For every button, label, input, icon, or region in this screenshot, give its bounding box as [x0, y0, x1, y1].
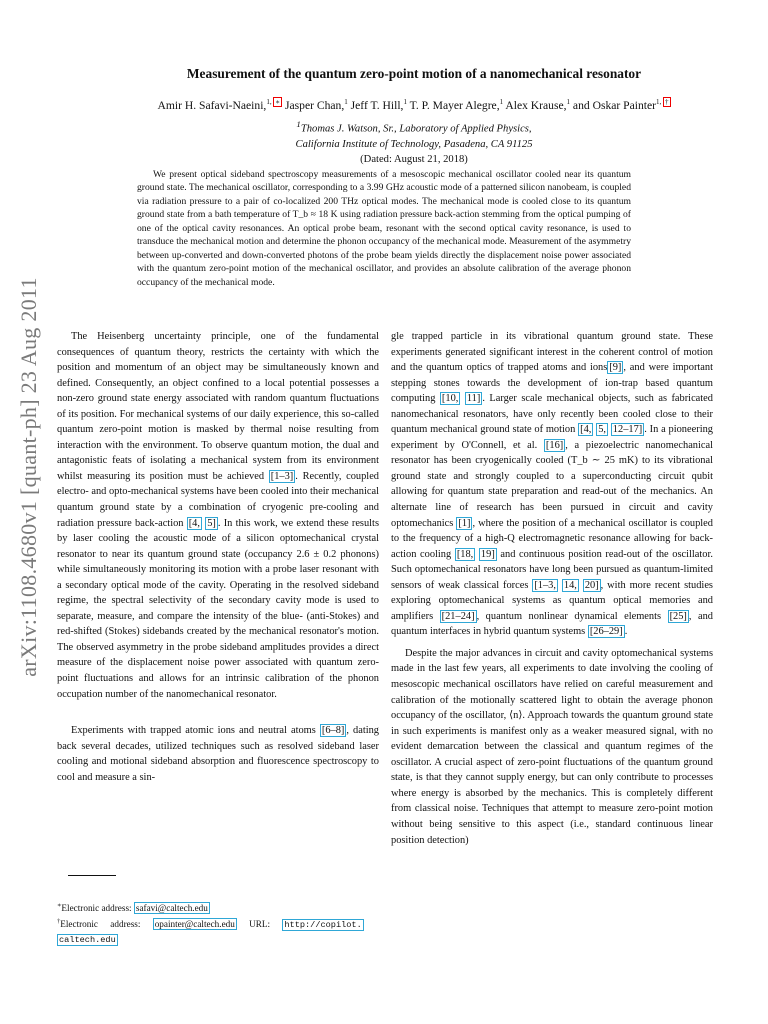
author-name: Amir H. Safavi-Naeini, — [157, 98, 267, 112]
affil-mark: 1 — [566, 98, 571, 106]
body-text: . — [624, 626, 628, 638]
citation-link[interactable]: 5] — [207, 517, 216, 529]
body-text: . In a pioneering experiment by O'Connell, et al. — [391, 424, 713, 451]
email-link[interactable]: safavi@caltech.edu — [135, 903, 208, 914]
body-text: , a piezoelectric nanomechanical resonator has been cryogenically cooled (T_b ∼ 25 mK) to its vibrational ground state and strongly coupled to a superconducting circuit qubit allowing for quantum state preparation and read-out of the mechanics. An alternate line of research has been pursued in circuit and cavity optomechanics — [391, 439, 714, 529]
body-text: . Recently, coupled electro- and opto-mechanical systems have been cooled into their mechanical quantum ground state by a combination of cryogenic pre-cooling and radiation pressure back-action — [57, 470, 380, 529]
body-text: . Larger scale mechanical objects, such as fabricated nanomechanical resonators, have only recently been cooled close to their quantum mechanical ground state of motion — [391, 393, 713, 436]
citation-link[interactable]: 20] — [584, 579, 599, 591]
footnote — [57, 932, 379, 947]
author-name: Alex Krause, — [503, 98, 567, 112]
body-paragraph — [57, 723, 379, 785]
body-text: , where the position of a mechanical oscillator is coupled to the frequency of a high-Q electromagnetic resonance allowing for back-action cooling — [391, 517, 713, 560]
author-list — [60, 98, 768, 112]
author-name: Jasper Chan, — [282, 98, 345, 112]
url-label: URL: — [236, 919, 283, 930]
author-name: and Oskar Painter — [570, 98, 656, 112]
footnote — [57, 899, 379, 915]
citation-link[interactable]: [21–24] — [441, 610, 475, 622]
body-text: , quantum nonlinear dynamical elements — [476, 610, 668, 622]
footnote-link[interactable]: † — [665, 98, 669, 106]
body-text: . In this work, we extend these results by laser cooling the acoustic mode of a silicon optomechanical crystal resonator to near its quantum ground state (occupancy 2.6 ± 0.2 phonons) while simultaneously monitoring its motion with a probe laser resonant with a secondary optical mode of the cavity. Operating in the resolved sideband regime, the spectral selectivity of the secondary cavity mode is used to separate, measure, and compare the intensity of the blue- (anti-Stokes) and red-shifted (Stokes) sidebands created by the mechanical resonator's motion. The observed asymmetry in the probe sideband amplitudes provides a direct measure of the displacement noise power associated with quantum zero-point fluctuations and allows for an intrinsic calibration of the phonon occupation number of the nanomechanical resonator. — [57, 517, 379, 700]
body-text: , and quantum interfaces in hybrid quantum systems — [391, 610, 713, 638]
footnote-label: Electronic address: — [60, 919, 153, 930]
affiliation-line: Thomas J. Watson, Sr., Laboratory of Applied Physics, — [300, 123, 532, 135]
affil-mark: 1, — [656, 98, 663, 106]
footnote-rule — [68, 875, 116, 876]
body-text: and continuous position read-out of the oscillator. Such optomechanical resonators have long been pursued as quantum-limited sensors of weak classical forces — [391, 548, 713, 591]
body-paragraph — [391, 329, 713, 640]
citation-link[interactable]: [4, — [188, 517, 200, 529]
citation-link[interactable]: [25] — [669, 610, 687, 622]
footnote — [57, 915, 379, 932]
body-text: The Heisenberg uncertainty principle, one of the fundamental consequences of quantum theory, restricts the certainty with which the position and momentum of an object may be simultaneously known and defined. Consequently, an object confined to a local potential possesses a non-zero ground state energy associated with random quantum fluctuations of its position. For mechanical systems of our daily experience, this so-called quantum zero-point motion is masked by thermal noise resulting from interaction with the environment. To observe quantum motion, the dual and antagonistic feats of isolating a mechanical system from its environment whilst measuring its position must be achieved — [57, 331, 379, 482]
citation-link[interactable]: 12–17] — [612, 424, 643, 436]
citation-link[interactable]: 11] — [466, 393, 481, 405]
citation-link[interactable]: [4, — [580, 424, 592, 436]
right-column — [391, 329, 713, 848]
body-text: , with more recent studies exploring optomechanical systems as quantum optical memories and amplifiers — [391, 579, 713, 622]
citation-link[interactable]: [1–3] — [270, 470, 294, 482]
author-name: T. P. Mayer Alegre, — [406, 98, 500, 112]
affil-mark: 1 — [296, 119, 301, 129]
footnote-label: Electronic address: — [61, 903, 134, 914]
arxiv-sidebar — [4, 262, 54, 692]
body-text: , and were important stepping stones towards the development of ion-trap based quantum computing — [391, 362, 713, 405]
citation-link[interactable]: [10, — [441, 393, 459, 405]
arxiv-identifier[interactable]: arXiv:1108.4680v1 [quant-ph] 23 Aug 2011 — [16, 277, 42, 677]
citation-link[interactable]: [9] — [609, 362, 622, 374]
body-text: gle trapped particle in its vibrational quantum ground state. These experiments generated significant interest in the coherent control of motion and the quantum optics of trapped atoms and ions — [391, 331, 713, 374]
citation-link[interactable]: 19] — [480, 548, 495, 560]
affiliation-line: California Institute of Technology, Pasadena, CA 91125 — [295, 138, 533, 150]
url-link[interactable]: http://copilot. — [284, 920, 362, 931]
author-name: Jeff T. Hill, — [347, 98, 404, 112]
citation-link[interactable]: [1] — [458, 517, 471, 529]
body-paragraph: Despite the major advances in circuit and cavity optomechanical systems made in the last few years, all experiments to date involving the cooling of mesoscopic mechanical oscillators have relied on careful measurement and calibration of the motionally scattered light to obtain the average phonon occupancy of the oscillator, ⟨n⟩. Approach towards the quantum ground state in such experiments is manifest only as a weaker measured signal, with no evident demarcation between the classical and quantum regimes of the oscillator. A crucial aspect of zero-point fluctuations of the quantum ground state, is that they cannot supply energy, but can only contribute to processes where energy is absorbed by the mechanics. This is completely different from classical noise. Techniques that attempt to measure zero-point motion without being sensitive to this aspect (i.e., standard continuous linear position detection) — [391, 647, 713, 846]
body-paragraph — [57, 329, 379, 702]
left-column — [57, 329, 379, 785]
citation-link[interactable]: [18, — [456, 548, 474, 560]
footnote-mark: † — [57, 918, 61, 926]
paper-title: Measurement of the quantum zero-point motion of a nanomechanical resonator — [186, 66, 642, 81]
citation-link[interactable]: [26–29] — [589, 626, 623, 638]
affil-mark: 1 — [344, 98, 348, 106]
abstract — [137, 168, 631, 289]
body-text: , dating back several decades, utilized techniques such as resolved sideband laser cooling and motional sideband absorption and fluorescence spectroscopy to cool and measure a sin- — [57, 725, 379, 783]
body-text: Experiments with trapped atomic ions and neutral atoms — [71, 725, 320, 737]
citation-link[interactable]: [1–3, — [534, 579, 556, 591]
abstract-text: We present optical sideband spectroscopy measurements of a mesoscopic mechanical oscillator cooled near its quantum ground state. The mechanical oscillator, corresponding to a 3.99 GHz acoustic mode of a patterned silicon nanobeam, is coupled via radiation pressure to a pair of co-localized 200 THz optical modes. The mechanical mode is cooled close to its quantum ground state from a bath temperature of T_b ≈ 18 K using radiation pressure back-action stemming from the optical pumping of one of the optical cavity resonances. An optical probe beam, resonant with the second optical cavity resonance, is used to transduce the mechanical motion and determine the phonon occupancy of the mechanical mode. Measurement of the asymmetry between up-converted and down-converted photons of the probe beam yields directly the displacement noise power associated with the quantum zero-point motion of the mechanical oscillator, and provides an absolute calibration of the average phonon occupancy of the mechanical mode. — [137, 169, 631, 288]
citation-link[interactable]: [6–8] — [321, 725, 345, 737]
email-link[interactable]: opainter@caltech.edu — [154, 919, 235, 930]
citation-link[interactable]: 14, — [563, 579, 577, 591]
affil-mark: 1 — [499, 98, 504, 106]
affiliation — [60, 117, 768, 167]
dated-line: (Dated: August 21, 2018) — [360, 153, 468, 165]
url-link[interactable]: caltech.edu — [59, 935, 116, 946]
footnote-mark: ∗ — [57, 902, 62, 909]
citation-link[interactable]: [16] — [545, 439, 564, 451]
affil-mark: 1, — [266, 98, 274, 106]
citation-link[interactable]: 5, — [598, 424, 606, 436]
footnotes — [57, 899, 379, 947]
footnote-link[interactable]: ∗ — [275, 98, 281, 106]
affil-mark: 1 — [403, 98, 407, 106]
